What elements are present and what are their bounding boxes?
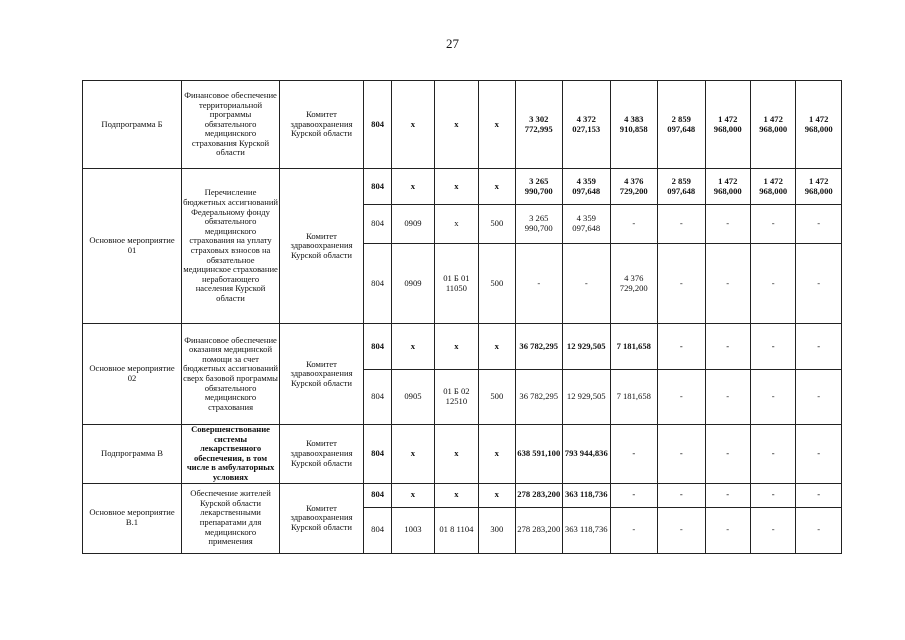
table-cell: -: [705, 483, 750, 507]
table-cell: 12 929,505: [563, 324, 611, 370]
table-cell: -: [515, 244, 563, 324]
table-cell: 500: [479, 205, 515, 244]
table-cell: 300: [479, 507, 515, 553]
table-cell: -: [705, 205, 750, 244]
table-cell: 1 472 968,000: [796, 169, 842, 205]
table-cell: 3 265 990,700: [515, 205, 563, 244]
table-row: [83, 169, 842, 205]
table-cell: 4 359 097,648: [563, 169, 611, 205]
table-cell: 278 283,200: [515, 507, 563, 553]
table-cell: -: [658, 244, 706, 324]
table-cell: 804: [363, 205, 391, 244]
table-cell: -: [705, 244, 750, 324]
table-cell: 4 376 729,200: [610, 169, 658, 205]
table-cell: -: [705, 507, 750, 553]
row-group-label: Основное мероприятие 01: [83, 169, 182, 324]
table-cell: 01 Б 02 12510: [434, 370, 478, 425]
table-cell: 1 472 968,000: [705, 169, 750, 205]
table-cell: x: [392, 425, 434, 484]
table-cell: 3 265 990,700: [515, 169, 563, 205]
table-cell: x: [434, 483, 478, 507]
row-description: Финансовое обеспечение территориальной программы обязательного медицинского страхования Курской области: [182, 81, 280, 169]
table-cell: -: [796, 205, 842, 244]
responsible-executor: Комитет здравоохранения Курской области: [280, 483, 364, 553]
table-cell: -: [705, 370, 750, 425]
table-cell: x: [392, 324, 434, 370]
page-number: 27: [446, 36, 459, 51]
table-cell: -: [563, 244, 611, 324]
table-cell: x: [434, 81, 478, 169]
table-cell: 12 929,505: [563, 370, 611, 425]
row-description: Совершенствование системы лекарственного обеспечения, в том числе в амбулаторных условиях: [182, 425, 280, 484]
table-row: [83, 324, 842, 370]
table-cell: 363 118,736: [563, 507, 611, 553]
responsible-executor: Комитет здравоохранения Курской области: [280, 324, 364, 425]
table-cell: 4 372 027,153: [563, 81, 611, 169]
table-cell: 804: [363, 483, 391, 507]
row-group-label: Основное мероприятие 02: [83, 324, 182, 425]
table-cell: -: [658, 425, 706, 484]
table-cell: 1 472 968,000: [750, 81, 795, 169]
table-cell: 4 376 729,200: [610, 244, 658, 324]
table-cell: 4 383 910,858: [610, 81, 658, 169]
table-cell: 1003: [392, 507, 434, 553]
table-row: [83, 425, 842, 484]
table-cell: x: [434, 205, 478, 244]
table-cell: 793 944,836: [563, 425, 611, 484]
table-cell: x: [434, 169, 478, 205]
table-cell: 2 859 097,648: [658, 169, 706, 205]
table-cell: -: [750, 507, 795, 553]
table-cell: x: [392, 81, 434, 169]
responsible-executor: Комитет здравоохранения Курской области: [280, 425, 364, 484]
table-cell: x: [434, 324, 478, 370]
table-cell: x: [392, 483, 434, 507]
table-cell: -: [750, 425, 795, 484]
table-cell: -: [610, 483, 658, 507]
table-cell: 36 782,295: [515, 324, 563, 370]
table-cell: 3 302 772,995: [515, 81, 563, 169]
table-cell: -: [658, 483, 706, 507]
table-row: [83, 81, 842, 169]
table-cell: x: [479, 483, 515, 507]
table-cell: -: [796, 507, 842, 553]
table-cell: 01 Б 01 11050: [434, 244, 478, 324]
table-cell: -: [750, 244, 795, 324]
table-cell: 638 591,100: [515, 425, 563, 484]
row-description: Финансовое обеспечение оказания медицинской помощи за счет бюджетных ассигнований сверх базовой программы обязательного медицинского страхования: [182, 324, 280, 425]
table-cell: 804: [363, 507, 391, 553]
table-cell: -: [658, 370, 706, 425]
table-cell: -: [610, 205, 658, 244]
table-cell: 500: [479, 370, 515, 425]
table-cell: -: [610, 425, 658, 484]
budget-table: [82, 80, 842, 554]
table-cell: 804: [363, 370, 391, 425]
table-cell: 4 359 097,648: [563, 205, 611, 244]
table-cell: 804: [363, 244, 391, 324]
table-cell: 7 181,658: [610, 324, 658, 370]
row-group-label: Основное мероприятие В.1: [83, 483, 182, 553]
table-cell: -: [705, 425, 750, 484]
table-cell: 804: [363, 81, 391, 169]
table-body: [83, 81, 842, 554]
responsible-executor: Комитет здравоохранения Курской области: [280, 169, 364, 324]
table-cell: x: [434, 425, 478, 484]
responsible-executor: Комитет здравоохранения Курской области: [280, 81, 364, 169]
table-cell: -: [658, 205, 706, 244]
table-cell: x: [479, 81, 515, 169]
table-cell: 7 181,658: [610, 370, 658, 425]
table-cell: 0909: [392, 244, 434, 324]
table-cell: 0905: [392, 370, 434, 425]
table-cell: 278 283,200: [515, 483, 563, 507]
table-cell: 804: [363, 169, 391, 205]
table-cell: -: [750, 483, 795, 507]
row-description: Обеспечение жителей Курской области лекарственными препаратами для медицинского применения: [182, 483, 280, 553]
table-cell: -: [796, 425, 842, 484]
table-row: [83, 483, 842, 507]
table-cell: -: [610, 507, 658, 553]
table-cell: 0909: [392, 205, 434, 244]
table-cell: -: [750, 205, 795, 244]
table-cell: 01 8 1104: [434, 507, 478, 553]
table-cell: -: [750, 324, 795, 370]
table-cell: -: [658, 324, 706, 370]
table-cell: -: [750, 370, 795, 425]
table-cell: 1 472 968,000: [796, 81, 842, 169]
table-cell: -: [658, 507, 706, 553]
table-cell: x: [479, 425, 515, 484]
table-cell: 1 472 968,000: [750, 169, 795, 205]
row-group-label: Подпрограмма В: [83, 425, 182, 484]
table-cell: 36 782,295: [515, 370, 563, 425]
table-cell: 1 472 968,000: [705, 81, 750, 169]
table-cell: 804: [363, 324, 391, 370]
table-cell: -: [705, 324, 750, 370]
table-cell: 363 118,736: [563, 483, 611, 507]
table-cell: 500: [479, 244, 515, 324]
row-group-label: Подпрограмма Б: [83, 81, 182, 169]
table-cell: x: [479, 324, 515, 370]
row-description: Перечисление бюджетных ассигнований Федеральному фонду обязательного медицинского страхования на уплату страховых взносов на обязательное медицинское страхование неработающего населения Курской области: [182, 169, 280, 324]
table-cell: -: [796, 244, 842, 324]
table-cell: 804: [363, 425, 391, 484]
table-cell: -: [796, 324, 842, 370]
table-cell: -: [796, 483, 842, 507]
table-cell: x: [392, 169, 434, 205]
table-cell: x: [479, 169, 515, 205]
table-cell: -: [796, 370, 842, 425]
table-cell: 2 859 097,648: [658, 81, 706, 169]
